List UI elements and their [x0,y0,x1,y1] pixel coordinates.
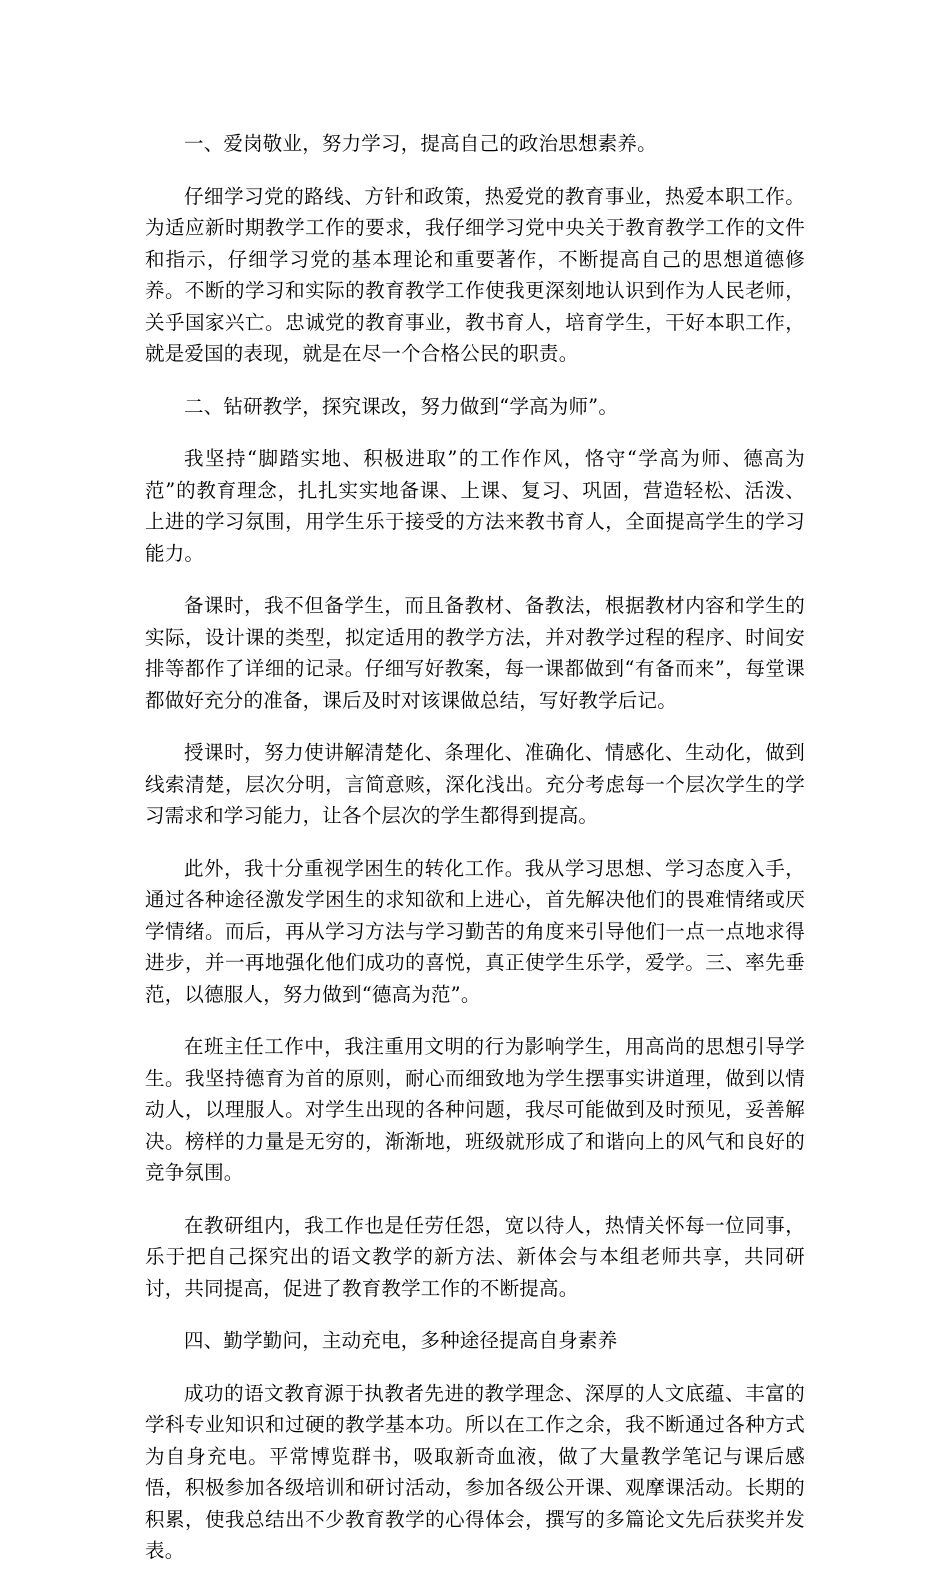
paragraph-6: 在班主任工作中，我注重用文明的行为影响学生，用高尚的思想引导学生。我坚持德育为首的原则，耐心而细致地为学生摆事实讲道理，做到以情动人，以理服人。对学生出现的各种问题，我尽可能做到及时预见，妥善解决。榜样的力量是无穷的，渐渐地，班级就形成了和谐向上的风气和良好的竞争氛围。 [145,1035,805,1184]
paragraph-7: 在教研组内，我工作也是任劳任怨，宽以待人，热情关怀每一位同事，乐于把自己探究出的语文教学的新方法、新体会与本组老师共享，共同研讨，共同提高，促进了教育教学工作的不断提高。 [145,1213,805,1300]
section-heading-2: 二、钻研教学，探究课改，努力做到“学高为师”。 [184,394,619,418]
section-heading-4: 四、勤学勤问，主动充电，多种途径提高自身素养 [184,1329,618,1352]
section-heading-1: 一、爱岗敬业，努力学习，提高自己的政治思想素养。 [184,132,657,155]
paragraph-8: 成功的语文教育源于执教者先进的教学理念、深厚的人文底蕴、丰富的学科专业知识和过硬的教学基本功。所以在工作之余，我不断通过各种方式为自身充电。平常博览群书，吸取新奇血液，做了大量教学笔记与课后感悟，积极参加各级培训和研讨活动，参加各级公开课、观摩课活动。长期的积累，使我总结出不少教育教学的心得体会，撰写的多篇论文先后获奖并发表。 [145,1381,805,1562]
paragraph-1: 仔细学习党的路线、方针和政策，热爱党的教育事业，热爱本职工作。为适应新时期教学工作的要求，我仔细学习党中央关于教育教学工作的文件和指示，仔细学习党的基本理论和重要著作，不断提高自己的思想道德修养。不断的学习和实际的教育教学工作使我更深刻地认识到作为人民老师，关乎国家兴亡。忠诚党的教育事业，教书育人，培育学生，干好本职工作，就是爱国的表现，就是在尽一个合格公民的职责。 [145,184,805,365]
paragraph-3: 备课时，我不但备学生，而且备教材、备教法，根据教材内容和学生的实际，设计课的类型，拟定适用的教学方法，并对教学过程的程序、时间安排等都作了详细的记录。仔细写好教案，每一课都做到“有备而来”，每堂课都做好充分的准备，课后及时对该课做总结，写好教学后记。 [145,594,805,712]
paragraph-4: 授课时，努力使讲解清楚化、条理化、准确化、情感化、生动化，做到线索清楚，层次分明，言简意赅，深化浅出。充分考虑每一个层次学生的学习需求和学习能力，让各个层次的学生都得到提高。 [145,741,805,827]
paragraph-2: 我坚持“脚踏实地、积极进取”的工作作风，恪守“学高为师、德高为范”的教育理念，扎扎实实地备课、上课、复习、巩固，营造轻松、活泼、上进的学习氛围，用学生乐于接受的方法来教书育人，全面提高学生的学习能力。 [145,447,805,565]
paragraph-5: 此外，我十分重视学困生的转化工作。我从学习思想、学习态度入手，通过各种途径激发学困生的求知欲和上进心，首先解决他们的畏难情绪或厌学情绪。而后，再从学习方法与学习勤苦的角度来引导他们一点一点地求得进步，并一再地强化他们成功的喜悦，真正使学生乐学，爱学。三、率先垂范，以德服人，努力做到“德高为范”。 [145,856,805,1006]
document-page [145,128,805,1588]
